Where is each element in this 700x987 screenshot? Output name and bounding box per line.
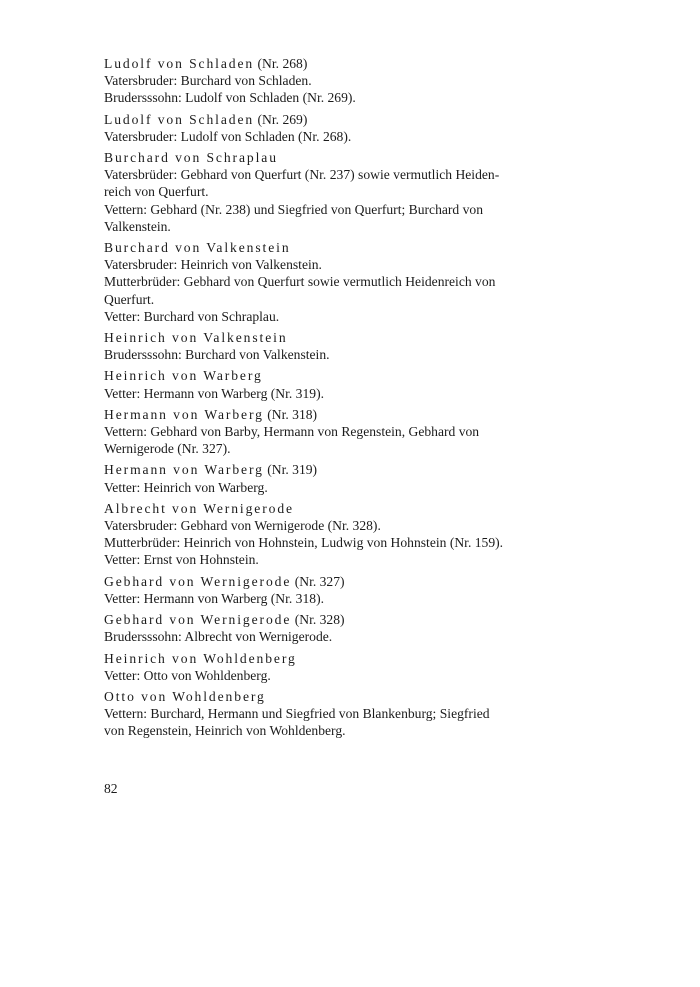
entry-heading bbox=[104, 650, 556, 667]
person-number: (Nr. 328) bbox=[294, 612, 345, 628]
person-name: Gebhard von Wernigerode bbox=[104, 573, 292, 589]
entry-heading bbox=[104, 111, 556, 128]
person-name: Hermann von Warberg bbox=[104, 462, 264, 478]
relation-line: Vetter: Burchard von Schraplau. bbox=[104, 308, 280, 324]
entry-heinrich-von-wohldenberg bbox=[104, 650, 556, 684]
entry-otto-von-wohldenberg bbox=[104, 688, 556, 740]
relation-line: Vettern: Gebhard von Barby, Hermann von Regenstein, Gebhard von bbox=[104, 424, 480, 440]
entry-heading bbox=[104, 461, 556, 478]
relation-line: Vetter: Heinrich von Warberg. bbox=[104, 479, 268, 495]
relation-line: Vatersbruder: Heinrich von Valkenstein. bbox=[104, 257, 322, 273]
entry-hermann-von-warberg-319 bbox=[104, 461, 556, 495]
entry-heading bbox=[104, 149, 556, 166]
entry-heading bbox=[104, 55, 556, 72]
entry-hermann-von-warberg-318 bbox=[104, 406, 556, 458]
person-name: Burchard von Valkenstein bbox=[104, 240, 291, 256]
person-name: Heinrich von Wohldenberg bbox=[104, 650, 297, 666]
person-number: (Nr. 327) bbox=[294, 573, 345, 589]
person-number: (Nr. 269) bbox=[257, 111, 308, 127]
entry-heading bbox=[104, 329, 556, 346]
entry-heading bbox=[104, 367, 556, 384]
person-number: (Nr. 319) bbox=[267, 462, 318, 478]
person-name: Heinrich von Valkenstein bbox=[104, 330, 288, 346]
relation-line: Brudersssohn: Burchard von Valkenstein. bbox=[104, 347, 330, 363]
entry-heinrich-von-valkenstein bbox=[104, 329, 556, 363]
relation-line: Vettern: Burchard, Hermann und Siegfried von Blankenburg; Siegfried bbox=[104, 706, 490, 722]
relation-line: Querfurt. bbox=[104, 291, 155, 307]
relation-line: Mutterbrüder: Heinrich von Hohnstein, Ludwig von Hohnstein (Nr. 159). bbox=[104, 535, 504, 551]
entry-burchard-von-schraplau bbox=[104, 149, 556, 235]
relation-line: Vatersbruder: Gebhard von Wernigerode (Nr. 328). bbox=[104, 518, 381, 534]
entry-gebhard-von-wernigerode-328 bbox=[104, 611, 556, 645]
person-name: Heinrich von Warberg bbox=[104, 368, 263, 384]
entry-heading bbox=[104, 500, 556, 517]
person-name: Gebhard von Wernigerode bbox=[104, 612, 292, 628]
entry-gebhard-von-wernigerode-327 bbox=[104, 573, 556, 607]
relation-line: Vetter: Otto von Wohldenberg. bbox=[104, 667, 271, 683]
relation-line: Vetter: Ernst von Hohnstein. bbox=[104, 552, 259, 568]
entry-heading bbox=[104, 239, 556, 256]
relation-line: Vatersbruder: Ludolf von Schladen (Nr. 268). bbox=[104, 128, 352, 144]
relation-line: Brudersssohn: Albrecht von Wernigerode. bbox=[104, 629, 333, 645]
relation-line: Valkenstein. bbox=[104, 218, 171, 234]
person-name: Burchard von Schraplau bbox=[104, 150, 278, 166]
relation-line: Vetter: Hermann von Warberg (Nr. 318). bbox=[104, 590, 324, 606]
relation-line: Brudersssohn: Ludolf von Schladen (Nr. 269). bbox=[104, 90, 356, 106]
relation-line: Wernigerode (Nr. 327). bbox=[104, 441, 231, 457]
person-name: Ludolf von Schladen bbox=[104, 111, 255, 127]
entry-ludolf-von-schladen-269 bbox=[104, 111, 556, 145]
relation-line: von Regenstein, Heinrich von Wohldenberg. bbox=[104, 723, 346, 739]
relation-line: reich von Querfurt. bbox=[104, 184, 209, 200]
entry-heading bbox=[104, 611, 556, 628]
entry-heading bbox=[104, 573, 556, 590]
genealogy-list bbox=[104, 55, 556, 744]
entry-heading bbox=[104, 688, 556, 705]
relation-line: Vettern: Gebhard (Nr. 238) und Siegfried von Querfurt; Burchard von bbox=[104, 201, 484, 217]
relation-line: Vatersbrüder: Gebhard von Querfurt (Nr. 237) sowie vermutlich Heiden- bbox=[104, 167, 500, 183]
relation-line: Vetter: Hermann von Warberg (Nr. 319). bbox=[104, 385, 324, 401]
entry-heinrich-von-warberg bbox=[104, 367, 556, 401]
relation-line: Mutterbrüder: Gebhard von Querfurt sowie vermutlich Heidenreich von bbox=[104, 274, 496, 290]
page-number: 82 bbox=[104, 781, 118, 796]
person-number: (Nr. 268) bbox=[257, 56, 308, 71]
person-name: Otto von Wohldenberg bbox=[104, 688, 266, 704]
entry-heading bbox=[104, 406, 556, 423]
person-name: Hermann von Warberg bbox=[104, 406, 264, 422]
entry-burchard-von-valkenstein bbox=[104, 239, 556, 325]
person-name: Albrecht von Wernigerode bbox=[104, 500, 294, 516]
entry-ludolf-von-schladen-268 bbox=[104, 55, 556, 107]
person-number: (Nr. 318) bbox=[267, 406, 318, 422]
entry-albrecht-von-wernigerode bbox=[104, 500, 556, 569]
relation-line: Vatersbruder: Burchard von Schladen. bbox=[104, 73, 312, 89]
person-name: Ludolf von Schladen bbox=[104, 56, 255, 71]
